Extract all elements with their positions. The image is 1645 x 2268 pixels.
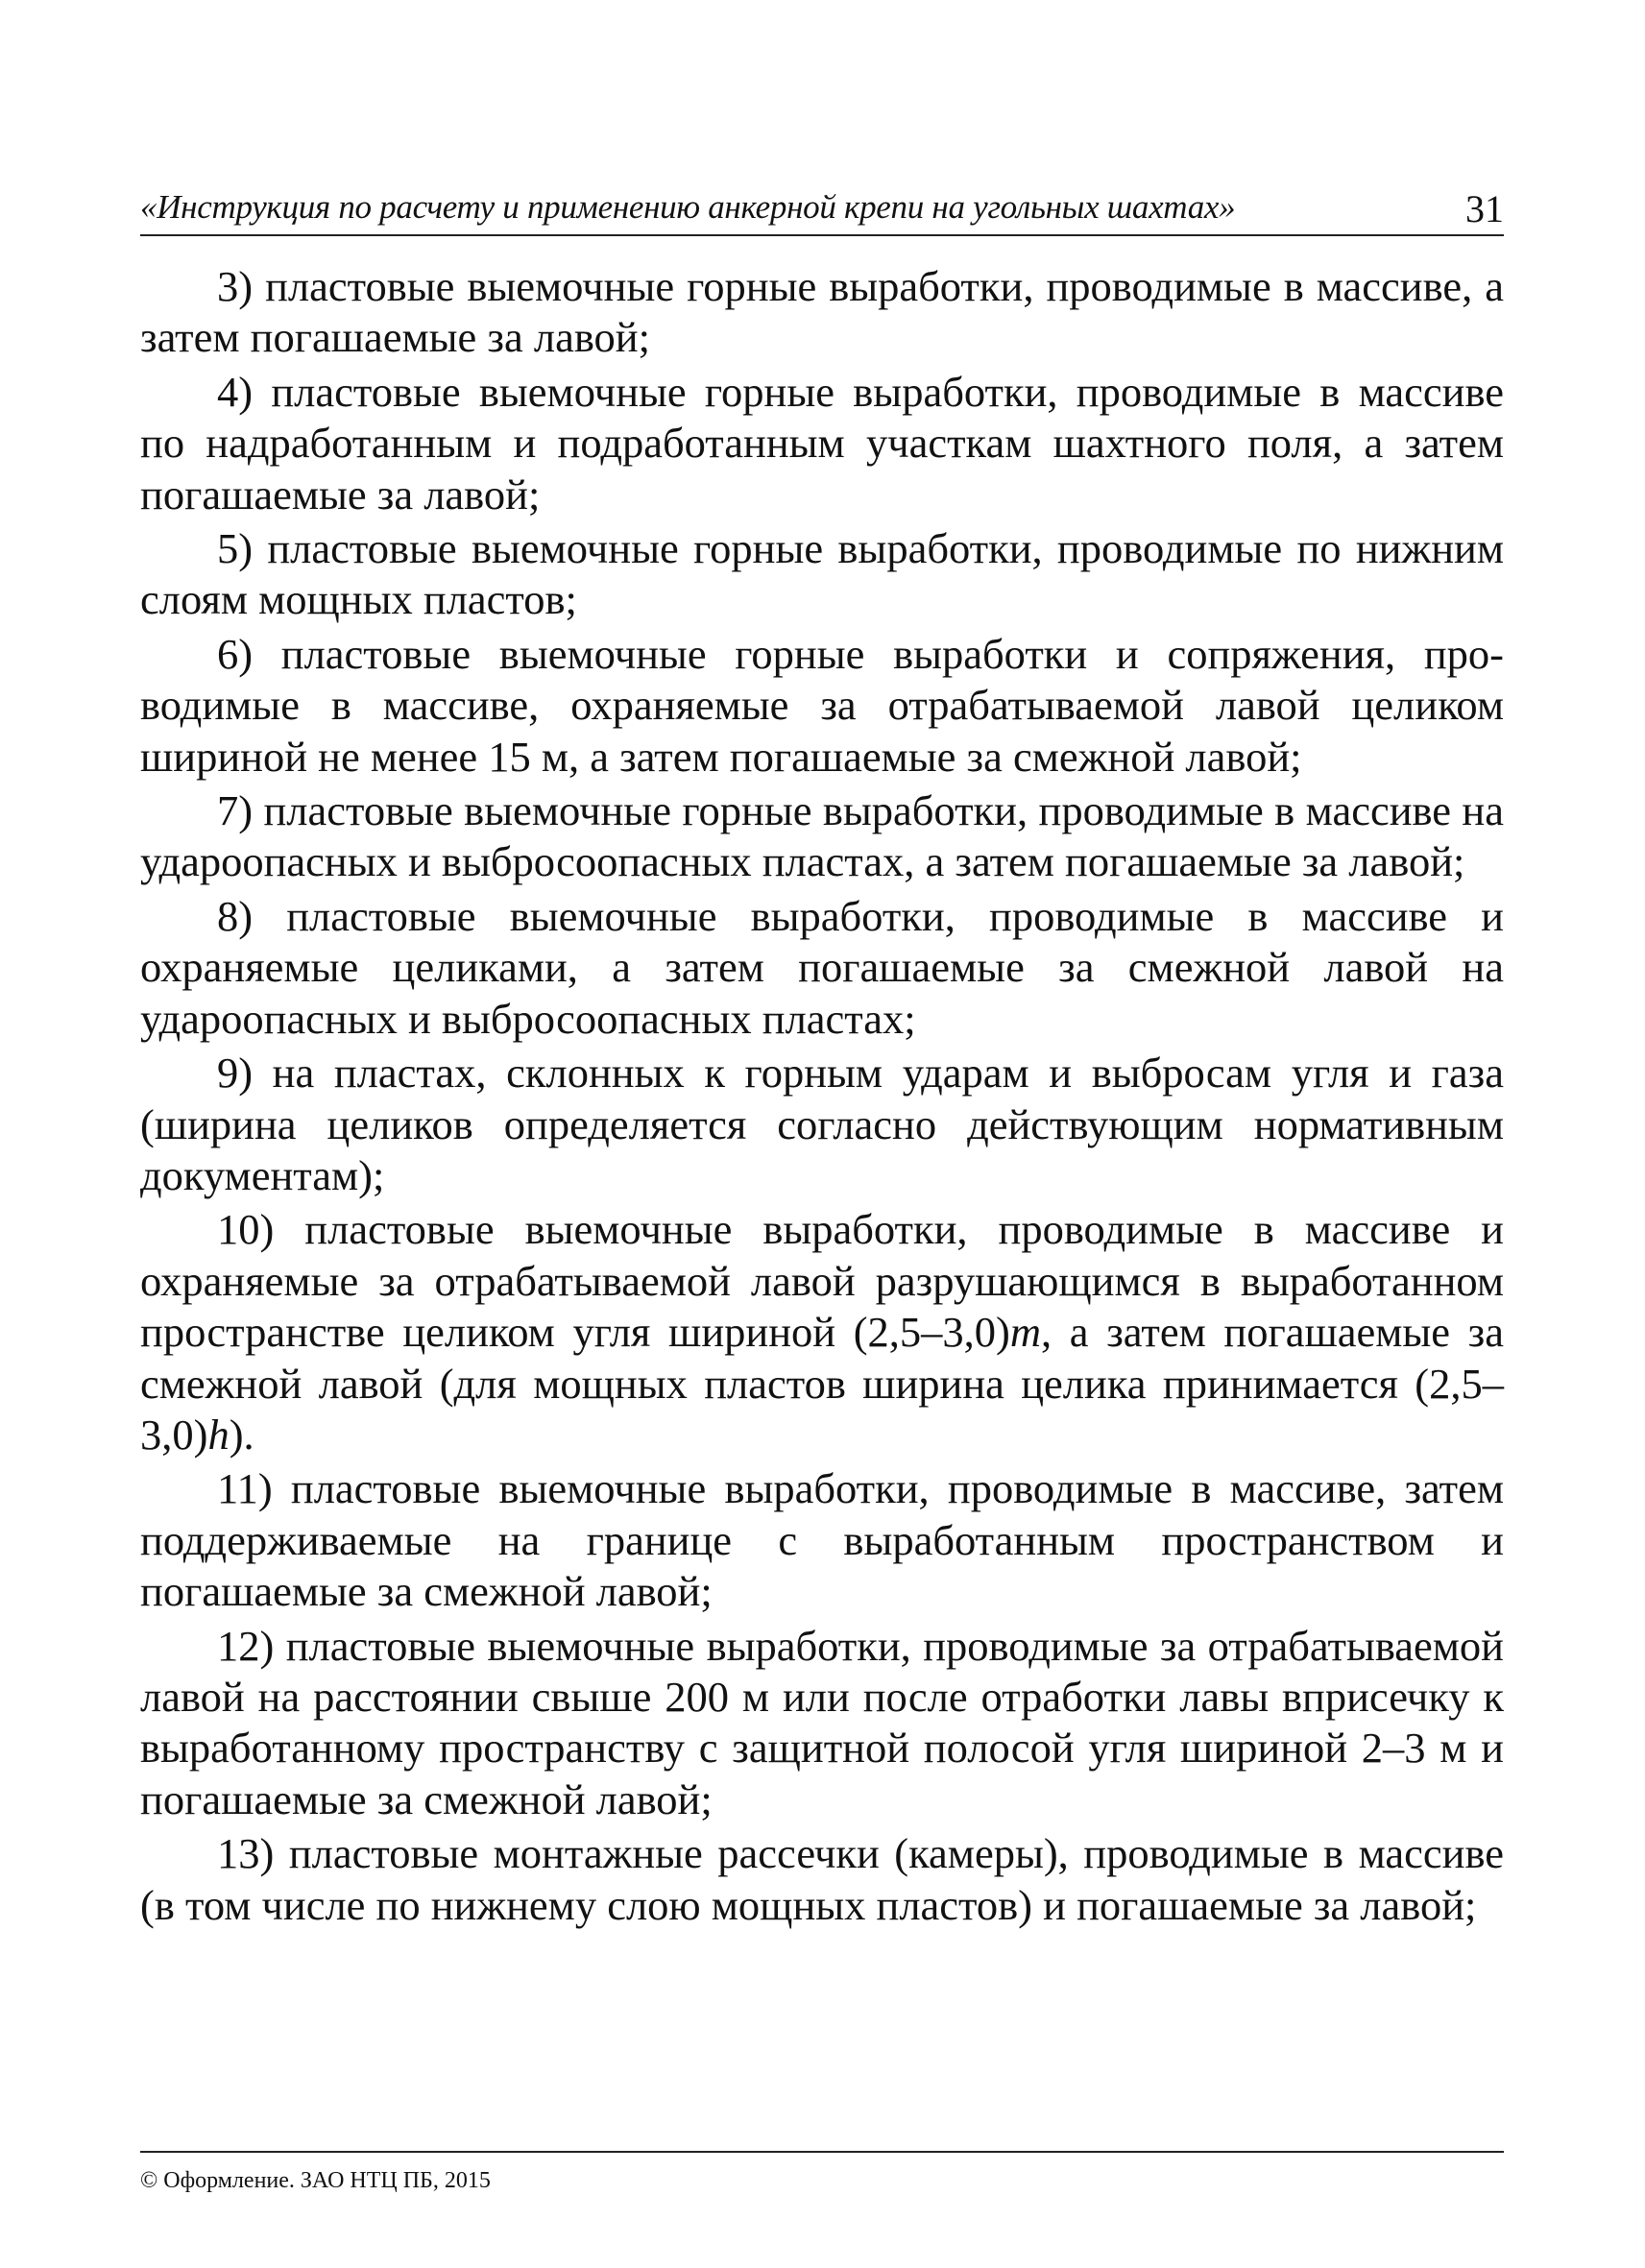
list-item: 13) пластовые монтажные рассечки (камеры), проводимые в массиве (в том числе по нижнему слою мощных пластов) и погашаемые за лавой; — [140, 1829, 1504, 1929]
list-item: 6) пластовые выемочные горные выработки и сопряжения, проводимые в массиве, охраняемые за отрабатываемой лавой целиком шириной не менее 15 м, а затем погашаемые за смежной лавой; — [140, 629, 1504, 781]
list-item: 12) пластовые выемочные выработки, проводимые за отрабатываемой лавой на расстоянии свыше 200 м или после отработки лавы вприсечку к выработанному пространству с защитной полосой угля шириной 2–3 м и погашаемые за смежной лавой; — [140, 1621, 1504, 1823]
page-number: 31 — [1465, 187, 1504, 230]
header-title: «Инструкция по расчету и применению анкерной крепи на угольных шахтах» — [140, 188, 1236, 226]
variable-h: h — [207, 1410, 230, 1459]
list-item: 5) пластовые выемочные горные выработки, проводимые по нижним слоям мощных пластов; — [140, 524, 1504, 624]
list-item: 11) пластовые выемочные выработки, проводимые в массиве, затем поддерживаемые на границе с выработанным пространством и погашаемые за смежной лавой; — [140, 1464, 1504, 1616]
footer-copyright: © Оформление. ЗАО НТЦ ПБ, 2015 — [140, 2168, 491, 2193]
list-item: 9) на пластах, склонных к горным ударам и выбросам угля и газа (ширина целиков определяется согласно действующим нормативным документам); — [140, 1049, 1504, 1199]
list-item: 8) пластовые выемочные выработки, проводимые в массиве и охраняемые целиками, а затем погашаемые за смежной лавой на удароопасных и выбросоопасных пластах; — [140, 891, 1504, 1043]
list-item: 7) пластовые выемочные горные выработки, проводимые в массиве на удароопасных и выбросоопасных пластах, а затем погашаемые за лавой; — [140, 786, 1504, 886]
item-10-start: 10) пластовые выемочные выработки, проводимые в массиве и охраняемые за отрабатываемой лавой разрушающимся в выработанном пространстве целиком угля шириной (2,5–3,0) — [140, 1205, 1504, 1357]
document-page — [140, 182, 1504, 2228]
item-10-end: ). — [229, 1410, 254, 1459]
item-10-middle: , а затем погашаемые за смежной лавой (для мощных пластов ширина целика принимается (2,5–3,0) — [140, 1308, 1504, 1459]
document-body — [140, 261, 1504, 1931]
list-item: 3) пластовые выемочные горные выработки, проводимые в массиве, а затем погашаемые за лавой; — [140, 262, 1504, 362]
list-item: 4) пластовые выемочные горные выработки, проводимые в массиве по надработанным и подработанным участкам шахтного поля, а затем погашаемые за лавой; — [140, 367, 1504, 519]
list-item-10 — [140, 1204, 1504, 1460]
footer-divider — [140, 2151, 1504, 2153]
running-header — [140, 182, 1504, 236]
variable-m: m — [1009, 1308, 1042, 1357]
